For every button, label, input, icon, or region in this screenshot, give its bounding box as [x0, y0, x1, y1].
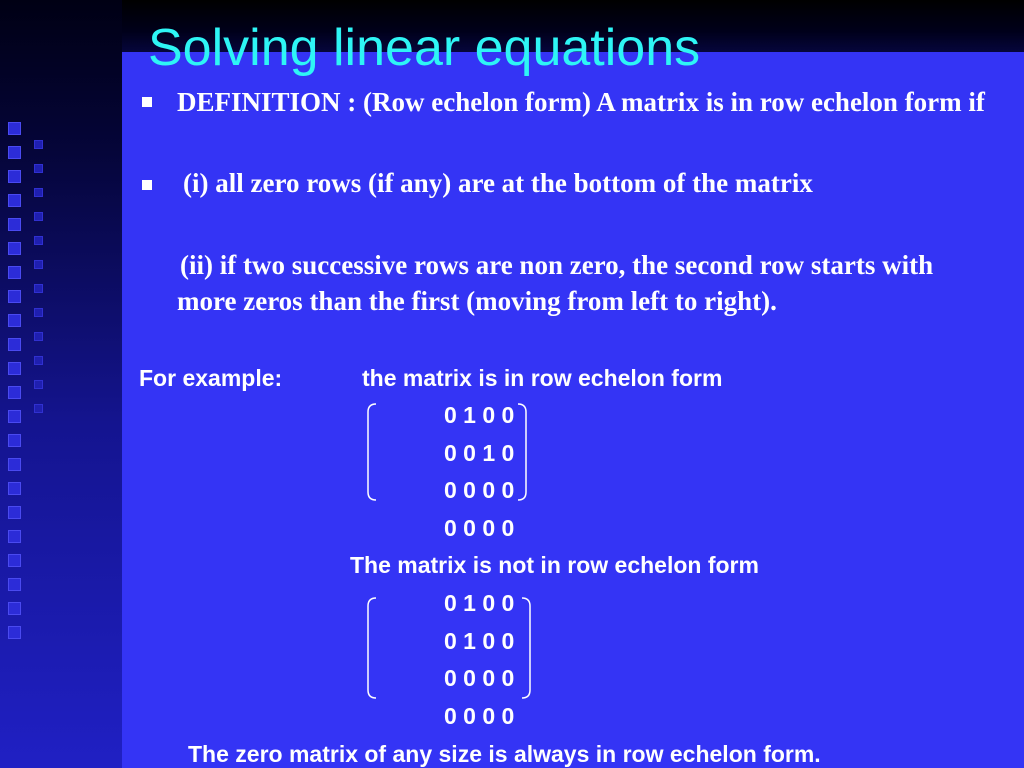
matrix-2-row: 0 0 0 0 — [444, 703, 515, 729]
right-bracket-icon — [522, 598, 530, 698]
condition-ii-text: (ii) if two successive rows are non zero, the second row starts with more zeros than the first (moving from left to right). — [177, 250, 934, 316]
left-bracket-icon — [368, 404, 376, 500]
example-caption-2: The matrix is not in row echelon form — [350, 552, 759, 578]
definition-text: DEFINITION : (Row echelon form) A matrix is in row echelon form if — [177, 87, 985, 117]
square-bullet-icon — [142, 97, 152, 107]
matrix-2-row: 0 1 0 0 — [444, 590, 515, 616]
matrix-1-row: 0 0 0 0 — [444, 515, 515, 541]
condition-i-text: (i) all zero rows (if any) are at the bottom of the matrix — [183, 168, 813, 198]
matrix-2-row: 0 0 0 0 — [444, 665, 515, 691]
right-bracket-icon — [518, 404, 526, 500]
matrix-1-row: 0 1 0 0 — [444, 402, 515, 428]
footer-note: The zero matrix of any size is always in row echelon form. — [188, 741, 821, 767]
decorative-squares-secondary — [34, 140, 54, 428]
decorative-squares — [8, 122, 28, 650]
example-caption-1: the matrix is in row echelon form — [362, 365, 723, 391]
example-label: For example: — [139, 365, 283, 391]
matrix-1-row: 0 0 0 0 — [444, 477, 515, 503]
matrix-2-row: 0 1 0 0 — [444, 628, 515, 654]
left-bracket-icon — [368, 598, 376, 698]
square-bullet-icon — [142, 180, 152, 190]
decorative-side-strip — [0, 0, 122, 768]
matrix-1-row: 0 0 1 0 — [444, 440, 515, 466]
slide-title: Solving linear equations — [148, 19, 701, 77]
